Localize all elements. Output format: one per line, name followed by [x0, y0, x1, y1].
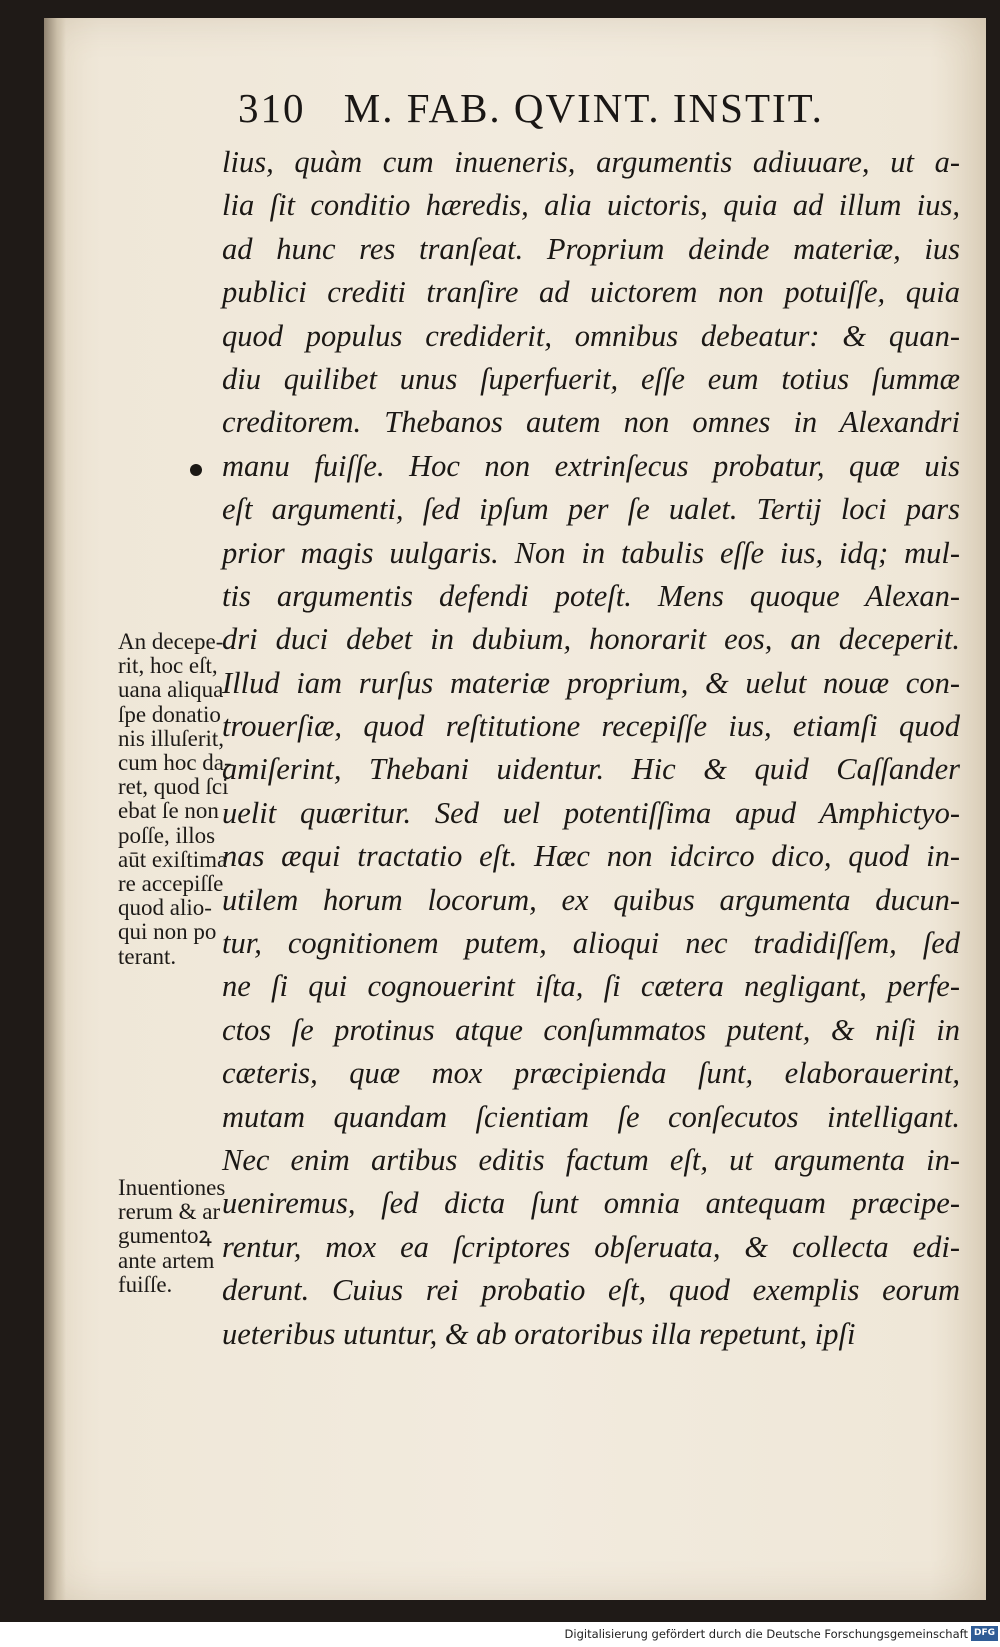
text-line: lius, quàm cum inueneris, argumentis adiuuare, ut a- — [222, 145, 960, 179]
text-line: ne ſi qui cognouerint iſta, ſi cætera negligant, perfe- — [222, 969, 960, 1004]
text-line: lia ſit conditio hæredis, alia uictoris, quia ad illum ius, — [222, 188, 960, 223]
text-line: Nec enim artibus editis factum eſt, ut argumenta in- — [222, 1142, 960, 1177]
text-line: tis argumentis defendi poteſt. Mens quoque Alexan- — [222, 578, 960, 613]
running-header — [238, 84, 858, 144]
text-line: dri duci debet in dubium, honorarit eos, an deceperit. — [222, 622, 960, 657]
text-line: prior magis uulgaris. Non in tabulis eſſe ius, idq; mul- — [222, 535, 960, 570]
text-line: ctos ſe protinus atque conſummatos putent, & niſi in — [222, 1012, 960, 1047]
page-gutter-shadow — [44, 18, 66, 1600]
text-line: quod populus crediderit, omnibus debeatur: & quan- — [222, 318, 960, 353]
margin-note-line: uana aliqua — [118, 677, 224, 703]
margin-note-line: gumentoꝝ — [118, 1223, 212, 1249]
margin-note-line: nis illuſerit, — [118, 725, 225, 751]
text-line: Illud iam rurſus materiæ proprium, & uelut nouæ con- — [222, 665, 960, 700]
margin-note-line: ante artem — [118, 1247, 215, 1273]
margin-note-line: ebat ſe non — [118, 798, 219, 824]
margin-note-line: Inuentiones — [118, 1175, 226, 1200]
margin-note-line: ret, quod ſci — [118, 774, 229, 800]
text-line: manu fuiſſe. Hoc non extrinſecus probatur, quæ uis — [222, 448, 960, 483]
text-line: uelit quæritur. Sed uel potentiſſima apud Amphictyo- — [222, 795, 960, 830]
page-number: 310 — [238, 85, 306, 131]
text-line: mutam quandam ſcientiam ſe conſecutos intelligant. — [222, 1099, 960, 1134]
body-text — [222, 141, 960, 1356]
margin-note-line: aūt exiſtima — [118, 846, 228, 872]
text-line: utilem horum locorum, ex quibus argumenta ducun- — [222, 882, 960, 917]
margin-note-line: poſſe, illos — [118, 822, 216, 848]
footer-bar — [0, 1622, 1000, 1647]
text-line: nas æqui tractatio eſt. Hæc non idcirco dico, quod in- — [222, 839, 960, 874]
text-line: diu quilibet unus ſuperfuerit, eſſe eum totius ſummæ — [222, 361, 960, 396]
text-line: publici crediti tranſire ad uictorem non potuiſſe, quia — [222, 275, 960, 310]
margin-dot-icon — [190, 464, 202, 476]
text-line: cæteris, quæ mox præcipienda ſunt, elaborauerint, — [222, 1056, 960, 1091]
margin-note-line: terant. — [118, 943, 177, 969]
margin-note-line: quod alio- — [118, 895, 212, 921]
running-title: M. FAB. QVINT. INSTIT. — [343, 85, 824, 131]
text-line: ueteribus utuntur, & ab oratoribus illa repetunt, ipſi — [222, 1316, 856, 1351]
margin-note-line: re accepiſſe — [118, 871, 224, 897]
margin-note-line: rerum & ar — [118, 1199, 221, 1225]
text-line: eſt argumenti, ſed ipſum per ſe ualet. Tertij loci pars — [222, 492, 960, 527]
margin-note-inventiones — [118, 1176, 225, 1297]
dfg-logo-icon: DFG — [971, 1626, 998, 1641]
text-line: amiſerint, Thebani uidentur. Hic & quid Caſſander — [222, 752, 960, 787]
text-line: trouerſiæ, quod reſtitutione recepiſſe ius, etiamſi quod — [222, 709, 960, 744]
margin-note-line: An decepe- — [118, 629, 224, 654]
text-line: tur, cognitionem putem, alioqui nec tradidiſſem, ſed — [222, 926, 960, 961]
text-line: rentur, mox ea ſcriptores obſeruata, & collecta edi- — [222, 1229, 960, 1264]
text-line: derunt. Cuius rei probatio eſt, quod exemplis eorum — [222, 1273, 960, 1308]
margin-note-deceperit — [118, 630, 232, 969]
text-line: creditorem. Thebanos autem non omnes in Alexandri — [222, 405, 960, 440]
margin-note-line: qui non po — [118, 919, 217, 945]
margin-note-line: fuiſſe. — [118, 1271, 173, 1297]
digitization-credit: Digitalisierung gefördert durch die Deutsche Forschungsgemeinschaft — [564, 1627, 968, 1641]
margin-note-line: ſpe donatio — [118, 701, 221, 727]
text-line: ad hunc res tranſeat. Proprium deinde materiæ, ius — [222, 231, 960, 266]
margin-note-line: rit, hoc eſt, — [118, 653, 218, 679]
margin-note-line: cum hoc da- — [118, 750, 232, 776]
text-line: ueniremus, ſed dicta ſunt omnia antequam præcipe- — [222, 1186, 960, 1221]
